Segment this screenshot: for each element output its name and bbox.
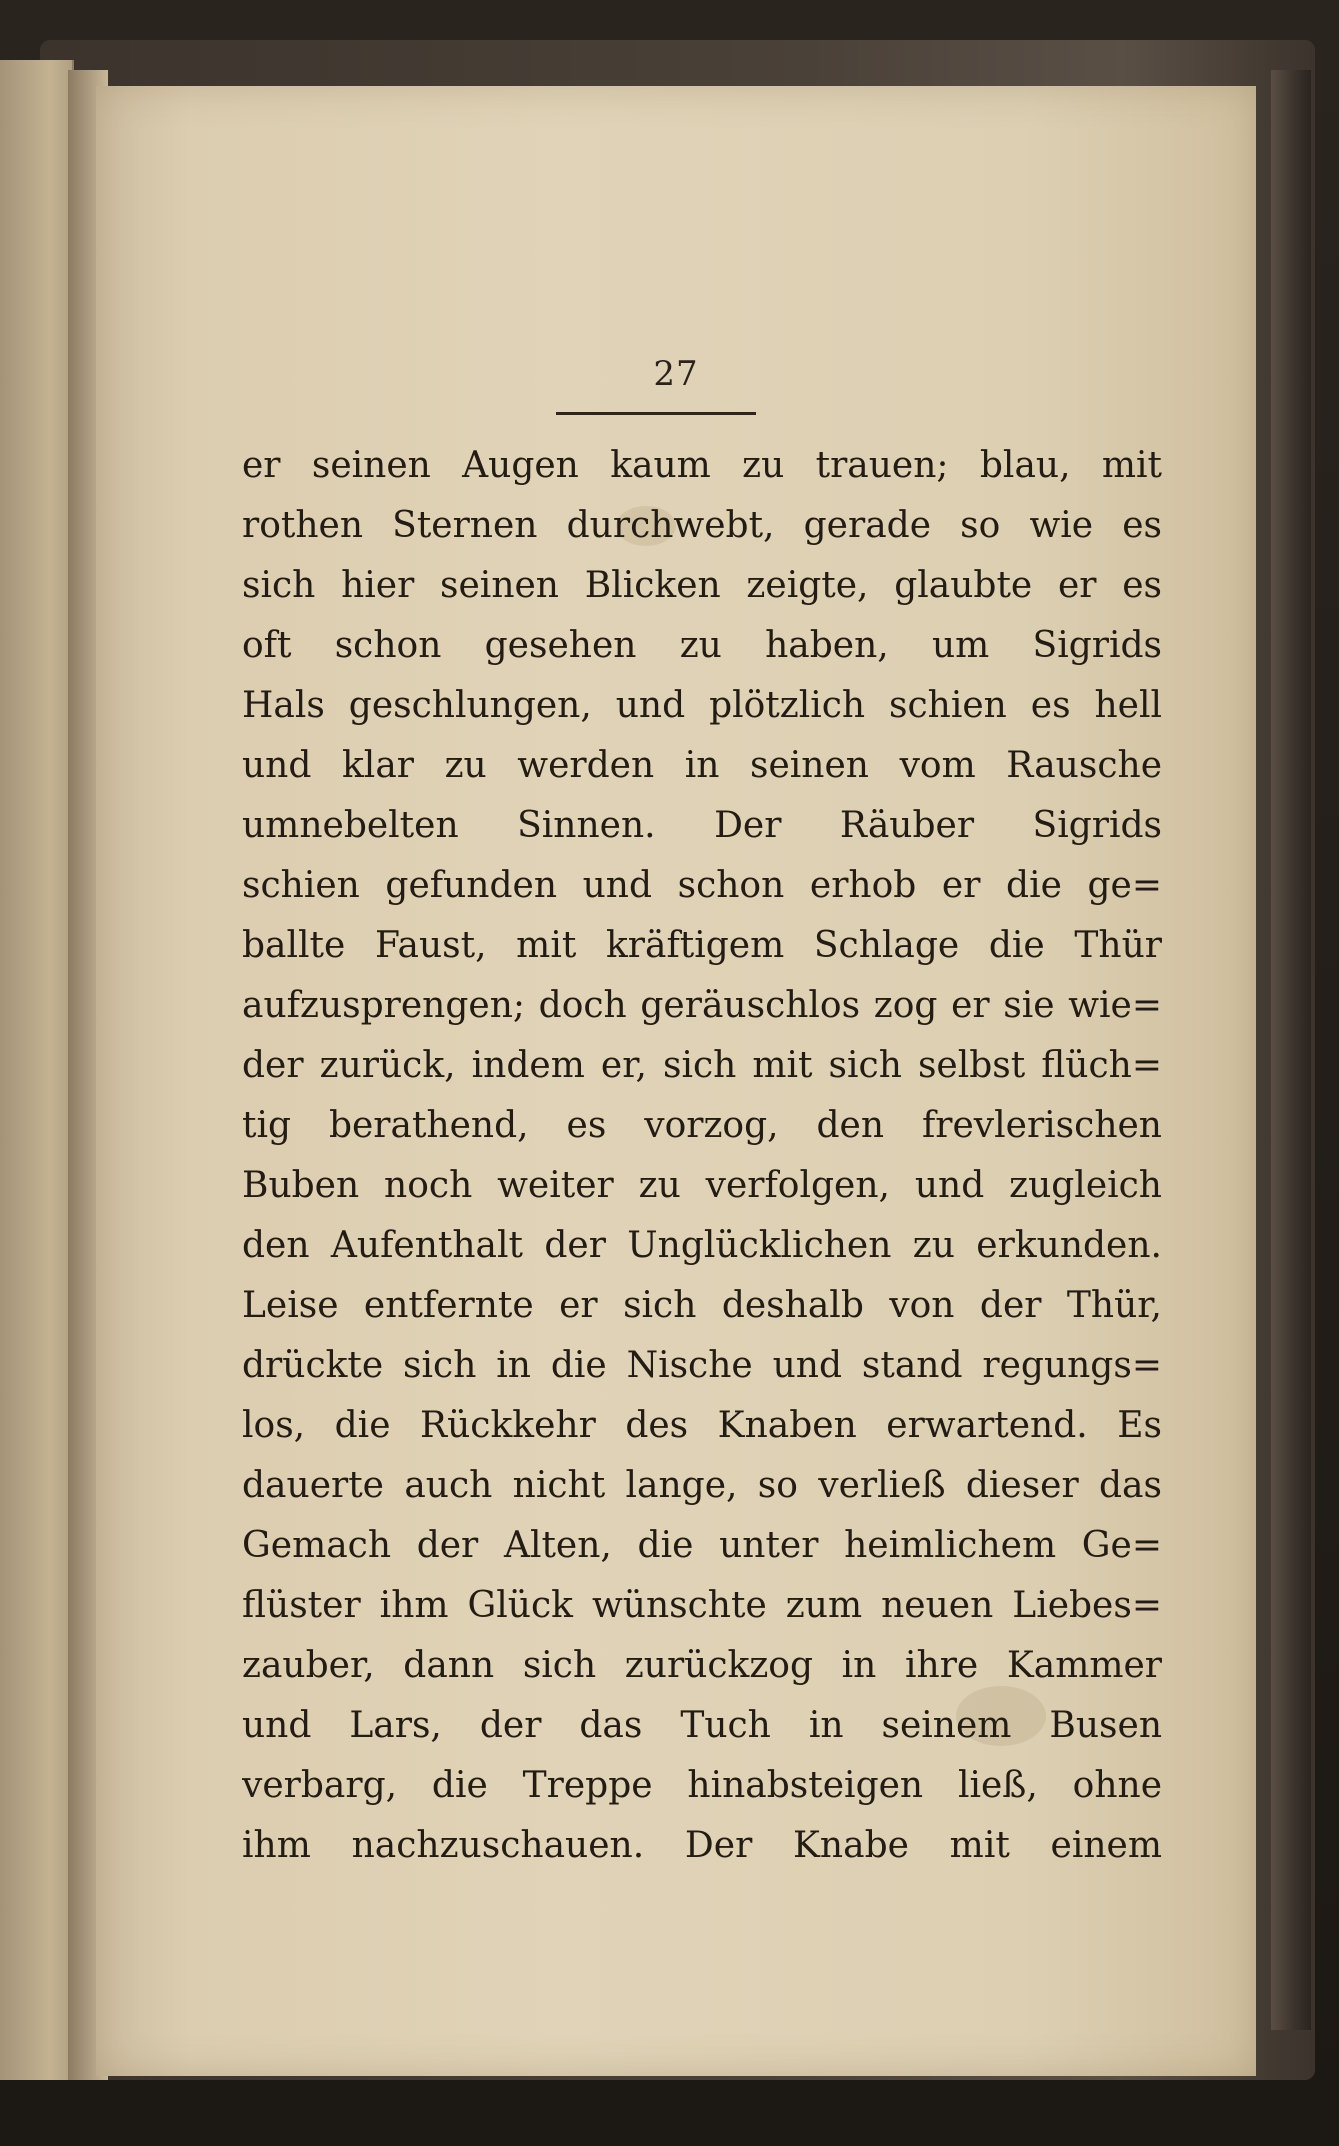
text-line: zauber, dann sich zurückzog in ihre Kammer (242, 1645, 1162, 1686)
text-line: ballte Faust, mit kräftigem Schlage die Thür (242, 925, 1162, 966)
text-line: der zurück, indem er, sich mit sich selbst flüch= (242, 1045, 1162, 1086)
text-line: rothen Sternen durchwebt, gerade so wie es (242, 505, 1162, 546)
cover-edge (1271, 70, 1311, 2030)
text-line: los, die Rückkehr des Knaben erwartend. Es (242, 1405, 1162, 1446)
text-line: und klar zu werden in seinen vom Rausche (242, 745, 1162, 786)
text-line: den Aufenthalt der Unglücklichen zu erkunden. (242, 1225, 1162, 1266)
left-page-edge (0, 60, 74, 2080)
text-line: Leise entfernte er sich deshalb von der Thür, (242, 1285, 1162, 1326)
text-line: und Lars, der das Tuch in seinem Busen (242, 1705, 1162, 1746)
text-line: Buben noch weiter zu verfolgen, und zugleich (242, 1165, 1162, 1206)
text-line: drückte sich in die Nische und stand regungs= (242, 1345, 1162, 1386)
text-line: verbarg, die Treppe hinabsteigen ließ, ohne (242, 1765, 1162, 1806)
text-line: Hals geschlungen, und plötzlich schien es hell (242, 685, 1162, 726)
text-line: aufzusprengen; doch geräuschlos zog er sie wie= (242, 985, 1162, 1026)
book-page (96, 86, 1256, 2076)
text-line: sich hier seinen Blicken zeigte, glaubte er es (242, 565, 1162, 606)
text-line: oft schon gesehen zu haben, um Sigrids (242, 625, 1162, 666)
body-text (242, 436, 1162, 1876)
text-line: ihm nachzuschauen. Der Knabe mit einem (242, 1825, 1162, 1866)
header-rule (556, 412, 756, 415)
text-line: umnebelten Sinnen. Der Räuber Sigrids (242, 805, 1162, 846)
text-line: tig berathend, es vorzog, den frevlerischen (242, 1105, 1162, 1146)
text-line: Gemach der Alten, die unter heimlichem Ge= (242, 1525, 1162, 1566)
text-line: er seinen Augen kaum zu trauen; blau, mit (242, 445, 1162, 486)
text-line: flüster ihm Glück wünschte zum neuen Liebes= (242, 1585, 1162, 1626)
page-number: 27 (653, 354, 699, 394)
text-line: schien gefunden und schon erhob er die ge= (242, 865, 1162, 906)
text-line: dauerte auch nicht lange, so verließ dieser das (242, 1465, 1162, 1506)
